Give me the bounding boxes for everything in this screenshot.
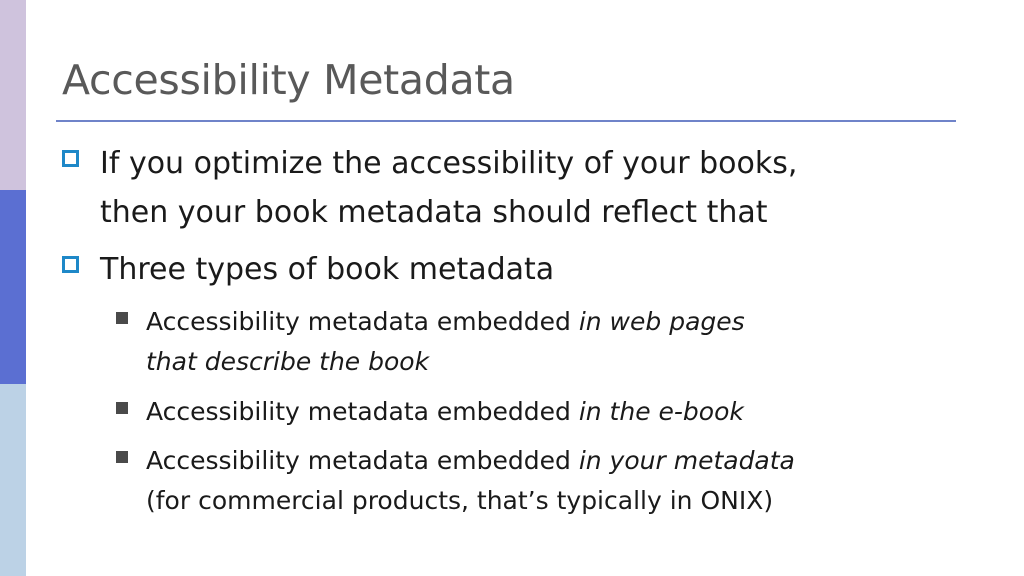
title-divider xyxy=(56,120,956,122)
bullet-text xyxy=(100,245,942,294)
sub-bullet-text xyxy=(146,392,936,432)
sub-bullet-prefix: Accessibility metadata embedded xyxy=(146,397,579,426)
sub-bullet-text xyxy=(146,302,936,382)
bullet-line: then your book metadata should reflect that xyxy=(100,195,768,230)
filled-square-bullet-icon xyxy=(116,451,128,463)
hollow-square-bullet-icon xyxy=(62,150,79,167)
filled-square-bullet-icon xyxy=(116,402,128,414)
slide-title: Accessibility Metadata xyxy=(62,56,515,104)
sub-bullet-prefix: Accessibility metadata embedded xyxy=(146,307,579,336)
bullet-text xyxy=(100,139,942,237)
side-accent-bar-middle xyxy=(0,190,26,384)
side-accent-bar-bottom xyxy=(0,384,26,576)
sub-bullet-line xyxy=(146,392,936,432)
sub-bullet-emphasis: that describe the book xyxy=(146,347,430,376)
sub-bullet-emphasis: in web pages xyxy=(578,307,745,336)
bullet-line: If you optimize the accessibility of your books, xyxy=(100,146,798,181)
bullet-three-types xyxy=(62,245,942,294)
sub-bullet-web-pages xyxy=(116,302,936,382)
bullet-optimize-accessibility xyxy=(62,139,942,237)
sub-bullet-your-metadata xyxy=(116,441,936,521)
side-accent-bar-top xyxy=(0,0,26,190)
sub-bullet-line: (for commercial products, that’s typically in ONIX) xyxy=(146,486,774,515)
sub-bullet-emphasis: in the e-book xyxy=(578,397,744,426)
sub-bullet-prefix: Accessibility metadata embedded xyxy=(146,446,579,475)
sub-bullet-text xyxy=(146,441,936,521)
hollow-square-bullet-icon xyxy=(62,256,79,273)
sub-bullet-ebook xyxy=(116,392,936,432)
sub-bullet-emphasis: in your metadata xyxy=(578,446,795,475)
filled-square-bullet-icon xyxy=(116,312,128,324)
bullet-line: Three types of book metadata xyxy=(100,252,555,287)
sub-bullet-line xyxy=(146,302,936,342)
sub-bullet-line xyxy=(146,441,936,481)
